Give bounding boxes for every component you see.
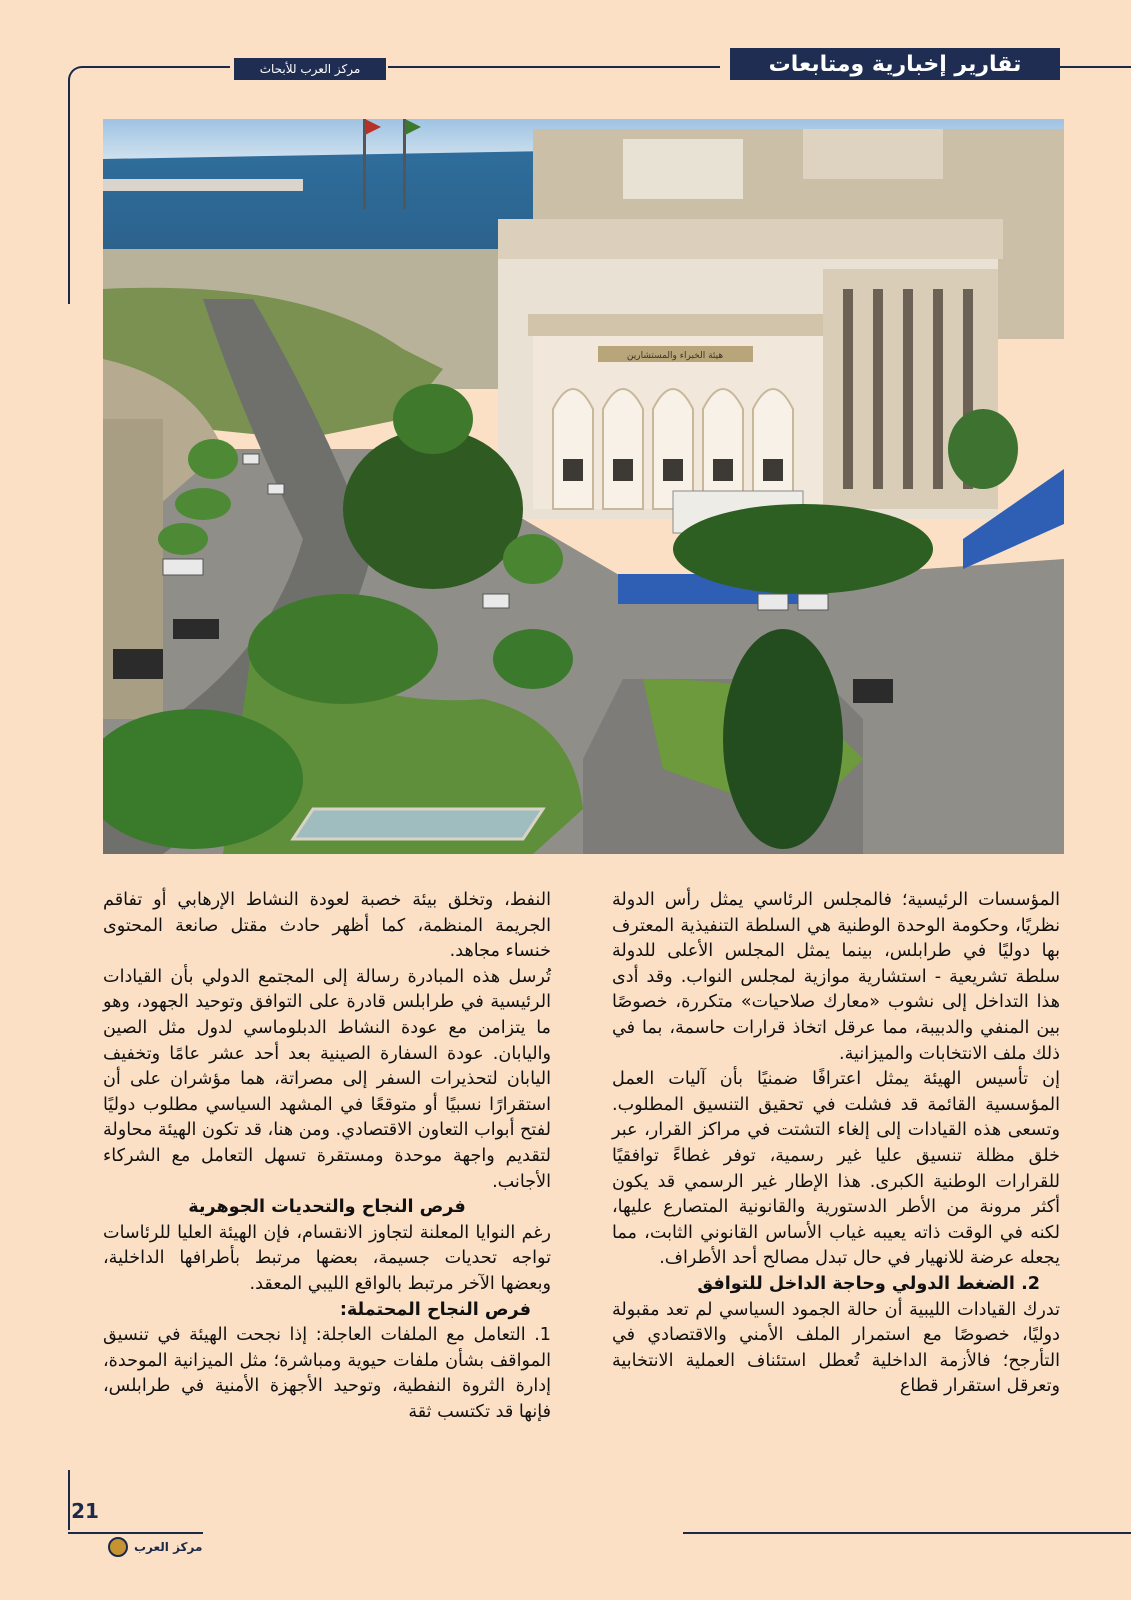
subheading: فرص النجاح المحتملة: [339, 1299, 531, 1320]
footer-brand [108, 1535, 202, 1559]
brand-logo-icon [108, 1537, 128, 1557]
paragraph: المؤسسات الرئيسية؛ فالمجلس الرئاسي يمثل رأس الدولة نظريًا، وحكومة الوحدة الوطنية هي السلطة التنفيذية المعترف بها دوليًا في طرابلس، بينما يمثل المجلس الأعلى للدولة سلطة تشريعية - استشارية موازية لمجلس النواب. وقد أدى هذا التداخل إلى نشوب «معارك صلاحيات» متكررة، خصوصًا بين المنفي والدبيبة، مما عرقل اتخاذ قرارات حاسمة، بما في ذلك ملف الانتخابات والميزانية. [612, 890, 1060, 1064]
frame-line-top-right [1050, 66, 1131, 68]
text-column-left [103, 888, 551, 1425]
paragraph: النفط، وتخلق بيئة خصبة لعودة النشاط الإرهابي أو تفاقم الجريمة المنظمة، كما أظهر حادث مقتل صانعة المحتوى خنساء مجاهد. [103, 890, 551, 962]
page-number: 21 [71, 1499, 99, 1523]
section-title: تقارير إخبارية ومتابعات [730, 48, 1060, 80]
aerial-photo [103, 119, 1064, 854]
paragraph: تُرسل هذه المبادرة رسالة إلى المجتمع الدولي بأن القيادات الرئيسية في طرابلس قادرة على التوافق وتوحيد الجهود، وهو ما يتزامن مع عودة النشاط الدبلوماسي لدول مثل الصين واليابان. عودة السفارة الصينية بعد أحد عشر عامًا وتخفيف اليابان لتحذيرات السفر إلى مصراتة، هما مؤشران على أن استقرارًا نسبيًا أو متوقعًا في المشهد السياسي مطلوب دوليًا لفتح أبواب التعاون الاقتصادي. ومن هنا، قد تكون الهيئة محاولة لتقديم واجهة موحدة ومستقرة تسهل التعامل مع الشركاء الأجانب. [103, 966, 551, 1192]
brand-name: مركز العرب [134, 1540, 203, 1554]
frame-line-top [388, 66, 720, 68]
frame-line-bottom-left-h [68, 1532, 203, 1534]
svg-text:هيئة الخبراء والمستشارين: هيئة الخبراء والمستشارين [626, 351, 724, 361]
paragraph: 1. التعامل مع الملفات العاجلة: إذا نجحت الهيئة في تنسيق المواقف بشأن ملفات حيوية ومباشرة؛ مثل الميزانية الموحدة، إدارة الثروة النفطية، وتوحيد الأجهزة الأمنية في طرابلس، فإنها قد تكتسب ثقة [103, 1325, 551, 1422]
paragraph: تدرك القيادات الليبية أن حالة الجمود السياسي لم تعد مقبولة دوليًا، خصوصًا مع استمرار الملف الأمني والاقتصادي في التأرجح؛ فالأزمة الداخلية تُعطل استئناف العملية الانتخابية وتعرقل استقرار قطاع [612, 1299, 1060, 1397]
frame-line-bottom-right [683, 1532, 1131, 1534]
source-label: مركز العرب للأبحاث [234, 58, 386, 80]
paragraph: رغم النوايا المعلنة لتجاوز الانقسام، فإن الهيئة العليا للرئاسات تواجه تحديات جسيمة، بعضها مرتبط بأطرافها الداخلية، وبعضها الآخر مرتبط بالواقع الليبي المعقد. [103, 1222, 551, 1294]
text-column-right [612, 888, 1060, 1400]
subheading: 2. الضغط الدولي وحاجة الداخل للتوافق [697, 1273, 1040, 1294]
subheading: فرص النجاح والتحديات الجوهرية [188, 1197, 466, 1218]
paragraph: إن تأسيس الهيئة يمثل اعترافًا ضمنيًا بأن آليات العمل المؤسسية القائمة قد فشلت في تحقيق التنسيق المطلوب. وتسعى هذه القيادات إلى إلغاء التشتت في مراكز القرار، عبر خلق مظلة تنسيق عليا غير رسمية، توفر غطاءً توافقيًا للقرارات الوطنية الكبرى. هذا الإطار غير الرسمي قد يكون أكثر مرونة من الأطر الدستورية والقانونية المتصارع عليها، لكنه في الوقت ذاته يعيبه غياب الأساس القانوني الثابت، مما يجعله عرضة للانهيار في حال تبدل مصالح أحد الأطراف. [612, 1069, 1060, 1269]
